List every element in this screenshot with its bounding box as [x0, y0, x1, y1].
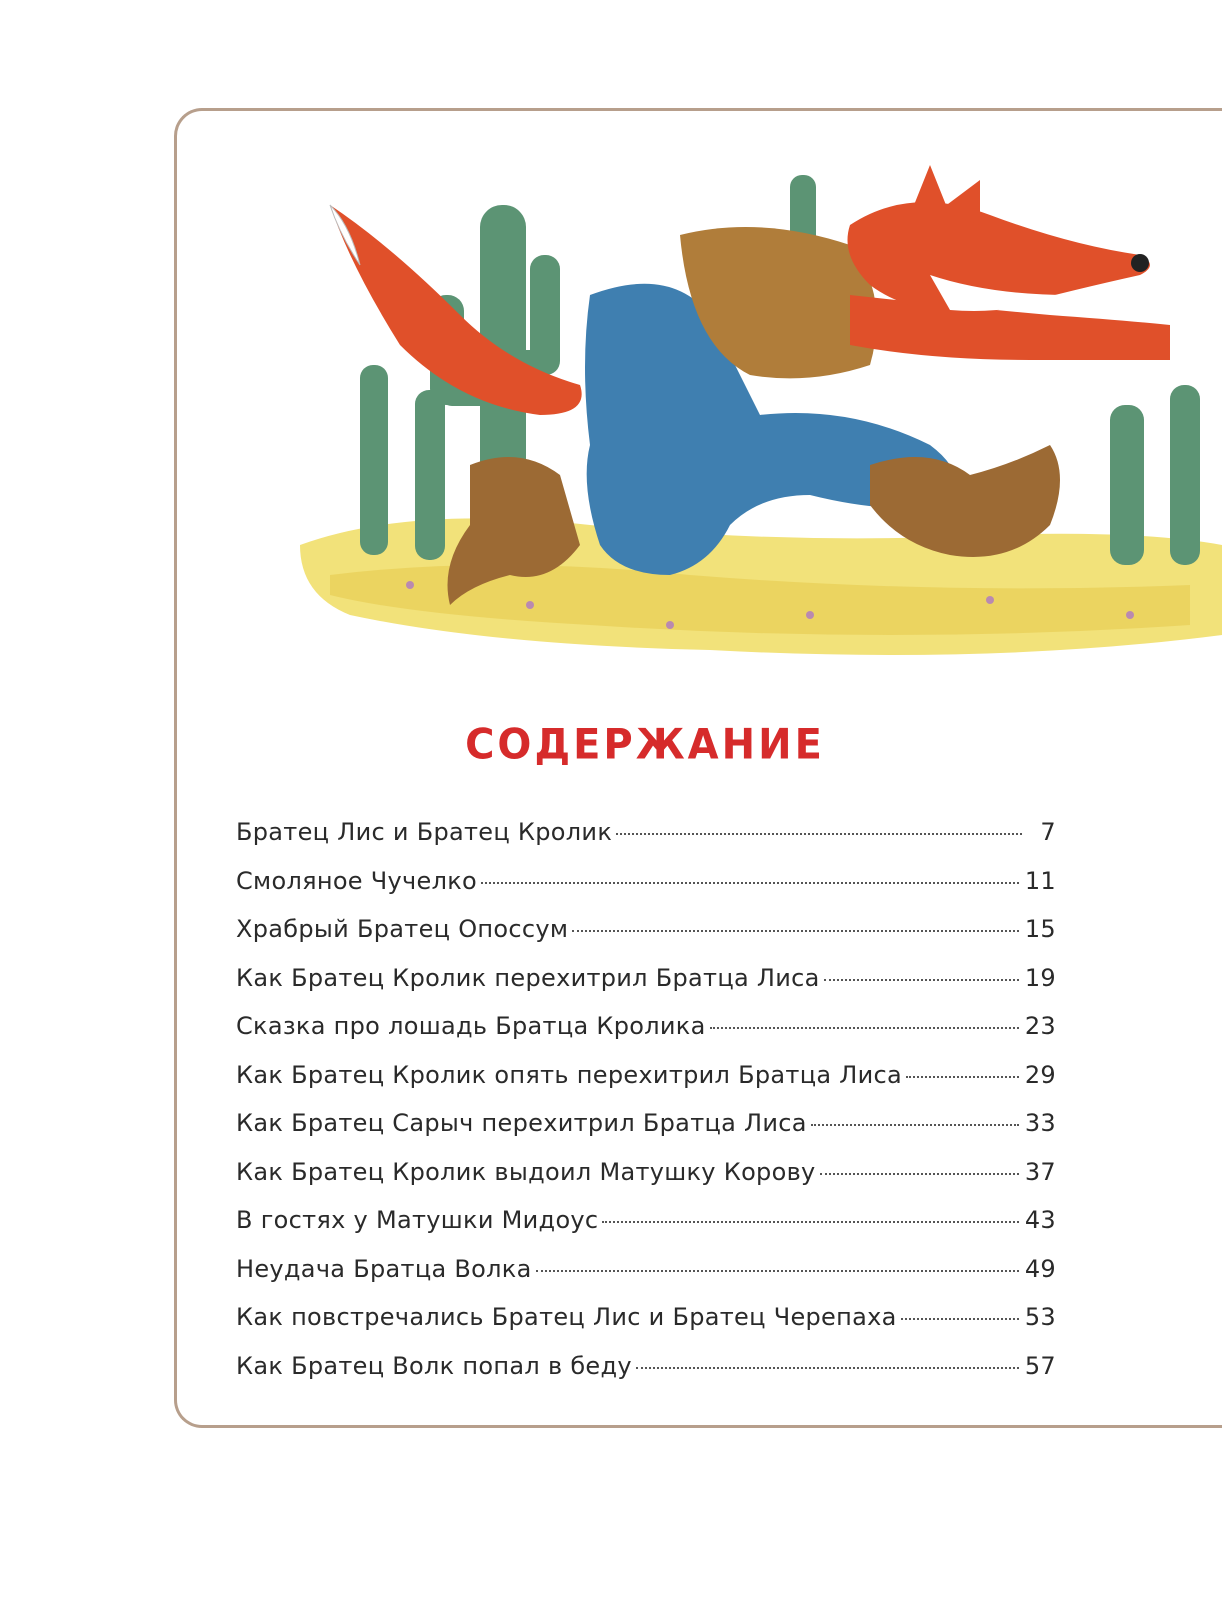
toc-entry-page: 33 — [1024, 1109, 1056, 1137]
toc-entry-title: В гостях у Матушки Мидоус — [236, 1206, 599, 1234]
dot-leader — [710, 1027, 1019, 1029]
toc-entry[interactable] — [236, 1109, 1056, 1158]
toc-entry-title: Как Братец Волк попал в беду — [236, 1351, 632, 1380]
toc-entry-title: Как Братец Сарыч перехитрил Братца Лиса — [236, 1109, 807, 1137]
toc-entry-title: Сказка про лошадь Братца Кролика — [236, 1012, 706, 1040]
dot-leader — [616, 833, 1022, 835]
dot-leader — [901, 1318, 1019, 1320]
toc-entry[interactable] — [236, 818, 1056, 867]
dot-leader — [602, 1221, 1018, 1223]
toc-entry[interactable] — [236, 1158, 1056, 1207]
toc-entry-page: 19 — [1024, 963, 1056, 992]
dot-leader — [820, 1173, 1019, 1175]
toc-entry-page: 57 — [1024, 1351, 1056, 1380]
toc-entry[interactable] — [236, 867, 1056, 916]
toc-entry-title: Как Братец Кролик перехитрил Братца Лиса — [236, 963, 820, 992]
toc-entry-page: 15 — [1024, 915, 1056, 943]
toc-entry-title: Братец Лис и Братец Кролик — [236, 818, 613, 846]
toc-entry[interactable] — [236, 1255, 1056, 1304]
dot-leader — [536, 1270, 1019, 1272]
toc-entry-title: Как Братец Кролик выдоил Матушку Корову — [236, 1157, 816, 1186]
dot-leader — [824, 979, 1019, 981]
toc-entry-page: 11 — [1024, 866, 1056, 895]
toc-entry-title: Как Братец Кролик опять перехитрил Братца Лиса — [236, 1060, 903, 1089]
toc-entry[interactable] — [236, 964, 1056, 1013]
toc-list — [236, 818, 1056, 1400]
toc-entry-page: 49 — [1024, 1254, 1056, 1283]
toc-entry-page: 7 — [1040, 818, 1056, 846]
toc-entry-page: 37 — [1024, 1157, 1056, 1186]
dot-leader — [636, 1367, 1019, 1369]
toc-entry[interactable] — [236, 1303, 1056, 1352]
dot-leader — [811, 1124, 1019, 1126]
toc-entry-page: 23 — [1024, 1012, 1056, 1040]
dot-leader — [572, 930, 1019, 932]
toc-entry[interactable] — [236, 1061, 1056, 1110]
toc-title: СОДЕРЖАНИЕ — [465, 720, 825, 770]
toc-entry-page: 53 — [1024, 1303, 1056, 1331]
dot-leader — [906, 1076, 1019, 1078]
toc-entry[interactable] — [236, 915, 1056, 964]
dot-leader — [481, 882, 1019, 884]
toc-entry[interactable] — [236, 1012, 1056, 1061]
toc-entry-title: Храбрый Братец Опоссум — [236, 915, 569, 943]
toc-entry-title: Смоляное Чучелко — [236, 866, 478, 895]
fox-illustration — [290, 145, 1222, 665]
toc-entry[interactable] — [236, 1206, 1056, 1255]
toc-entry-title: Неудача Братца Волка — [236, 1254, 532, 1283]
toc-entry[interactable] — [236, 1352, 1056, 1401]
toc-entry-title: Как повстречались Братец Лис и Братец Черепаха — [236, 1303, 897, 1331]
toc-entry-page: 29 — [1024, 1060, 1056, 1089]
toc-entry-page: 43 — [1024, 1206, 1056, 1234]
